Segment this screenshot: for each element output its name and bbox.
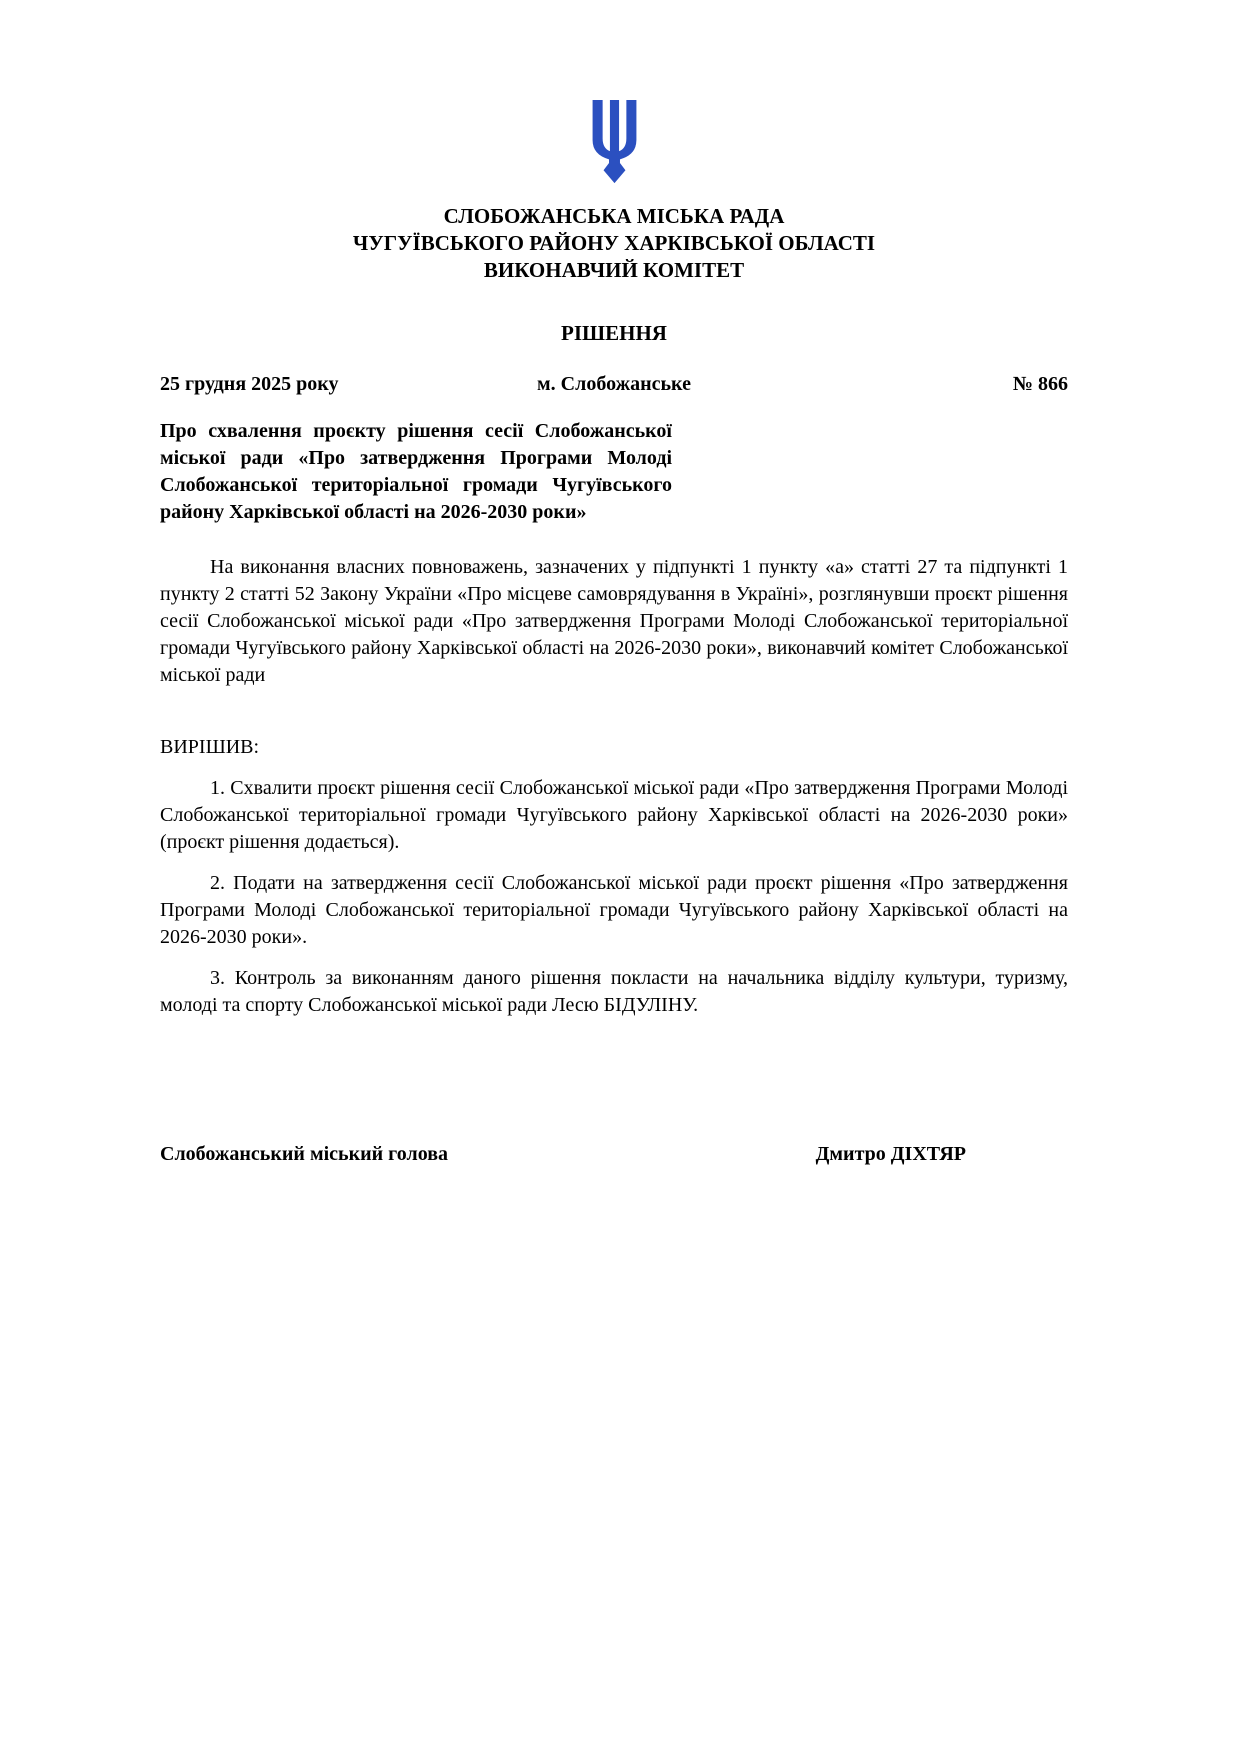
document-subject: Про схвалення проєкту рішення сесії Слобожанської міської ради «Про затвердження Програми Молоді Слобожанської територіальної громади Чугуївського району Харківської області на 2026-2030 роки»: [160, 420, 672, 523]
document-place: м. Слобожанське: [537, 373, 691, 395]
resolution-item-1: 1. Схвалити проєкт рішення сесії Слобожанської міської ради «Про затвердження Програми Молоді Слобожанської територіальної громади Чугуївського району Харківської області на 2026-2030 роки» (проєкт рішення додається).: [160, 777, 1068, 853]
resolved-label: ВИРІШИВ:: [160, 736, 260, 758]
preamble-paragraph: На виконання власних повноважень, зазначених у підпункті 1 пункту «а» статті 27 та підпункті 1 пункту 2 статті 52 Закону України «Про місцеве самоврядування в Україні», розглянувши проєкт рішення сесії Слобожанської міської ради «Про затвердження Програми Молоді Слобожанської територіальної громади Чугуївського району Харківської області на 2026-2030 роки», виконавчий комітет Слобожанської міської ради: [160, 556, 1068, 686]
org-name-block: [160, 203, 1068, 284]
org-line-3: ВИКОНАВЧИЙ КОМІТЕТ: [483, 258, 745, 282]
document-type-title: РІШЕННЯ: [561, 321, 667, 345]
signature-row: [160, 1141, 1068, 1168]
document-date: 25 грудня 2025 року: [160, 373, 339, 395]
signer-position: Слобожанський міський голова: [160, 1143, 448, 1165]
org-line-1: СЛОБОЖАНСЬКА МІСЬКА РАДА: [443, 204, 785, 228]
trident-shape: [592, 100, 636, 183]
meta-row: [160, 371, 1068, 398]
resolution-item-2: 2. Подати на затвердження сесії Слобожанської міської ради проєкт рішення «Про затвердження Програми Молоді Слобожанської територіальної громади Чугуївського району Харківської області на 2026-2030 роки».: [160, 872, 1068, 948]
signer-name: Дмитро ДІХТЯР: [815, 1143, 966, 1165]
resolution-item-3: 3. Контроль за виконанням даного рішення покласти на начальника відділу культури, туризму, молоді та спорту Слобожанської міської ради Лесю БІДУЛІНУ.: [160, 967, 1068, 1016]
ukraine-trident-emblem: [160, 100, 1068, 189]
trident-icon: [587, 100, 642, 184]
document-number: № 866: [1012, 373, 1069, 395]
org-line-2: ЧУГУЇВСЬКОГО РАЙОНУ ХАРКІВСЬКОЇ ОБЛАСТІ: [352, 231, 876, 255]
